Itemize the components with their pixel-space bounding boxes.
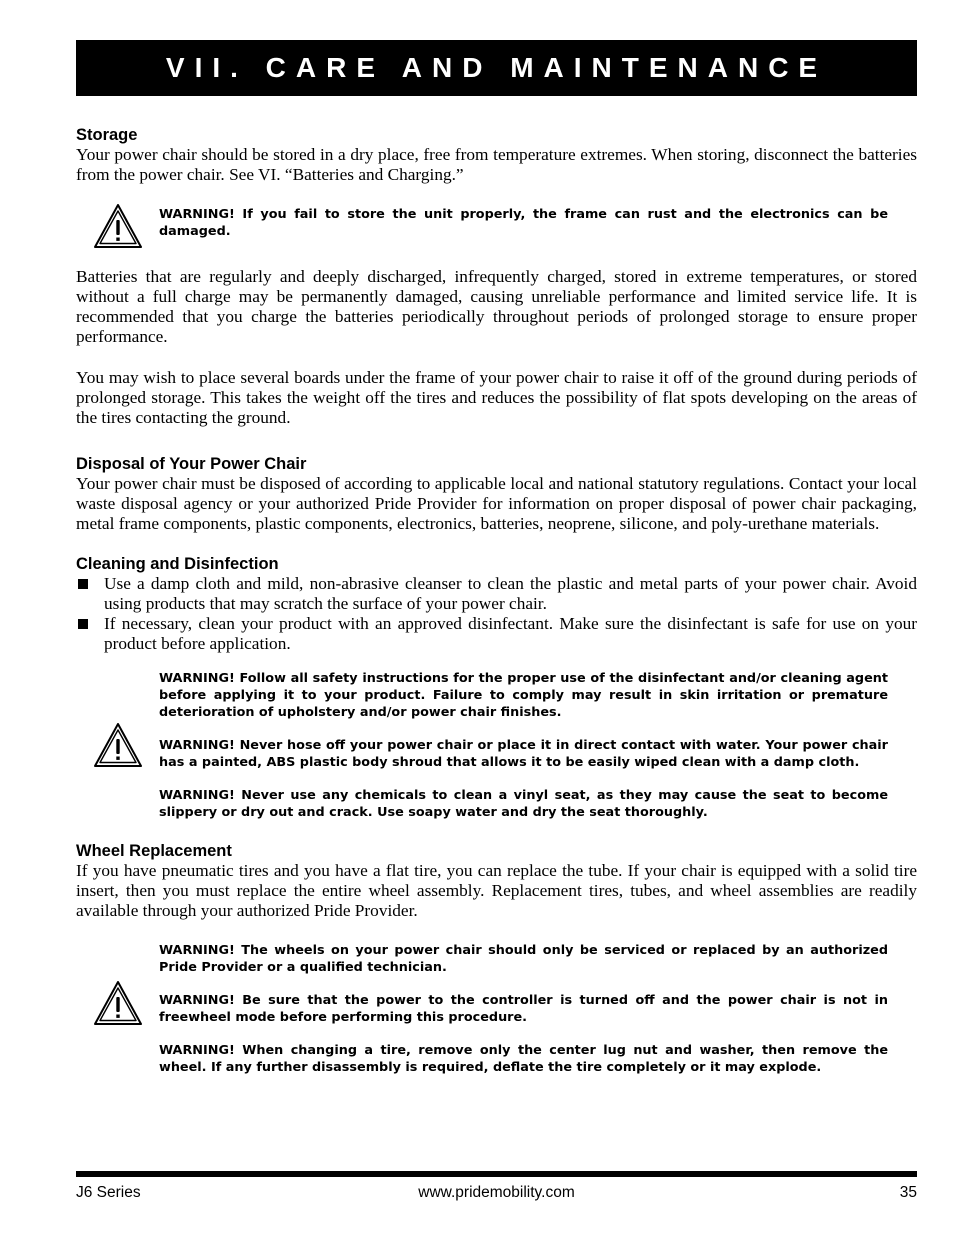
page-number: 35 <box>899 1184 917 1201</box>
footer-series: J6 Series <box>76 1184 141 1201</box>
wheel-warning-3: WARNING! When changing a tire, remove only the center lug nut and washer, then remove the wheel. If any further disassembly is required, deflate the tire completely or it may explode. <box>159 1042 888 1075</box>
storage-paragraph-2: Batteries that are regularly and deeply discharged, infrequently charged, stored in extreme temperatures, or stored without a full charge may be permanently damaged, causing unreliable performance and limited service life. It is recommended that you charge the batteries periodically throughout periods of prolonged storage to ensure proper performance. <box>76 266 917 347</box>
wheel-warning-2: WARNING! Be sure that the power to the controller is turned off and the power chair is not in freewheel mode before performing this procedure. <box>159 992 888 1025</box>
disposal-paragraph: Your power chair must be disposed of according to applicable local and national statutory regulations. Contact your local waste disposal agency or your authorized Pride Provider for information on proper disposal of power chair packaging, metal frame components, plastic components, electronics, batteries, neoprene, silicone, and poly-urethane materials. <box>76 473 917 534</box>
footer-divider <box>76 1171 917 1177</box>
storage-warning-text: WARNING! If you fail to store the unit properly, the frame can rust and the electronics can be damaged. <box>159 206 888 239</box>
cleaning-bullet-list <box>76 574 917 655</box>
warning-triangle-icon <box>93 722 143 768</box>
wheel-paragraph: If you have pneumatic tires and you have a flat tire, you can replace the tube. If your chair is equipped with a solid tire insert, then you must replace the entire wheel assembly. Replacement tires, tubes, and wheel assemblies are readily available through your authorized Pride Provider. <box>76 860 917 921</box>
disposal-heading: Disposal of Your Power Chair <box>76 454 307 473</box>
cleaning-warning-2: WARNING! Never hose off your power chair or place it in direct contact with water. Your power chair has a painted, ABS plastic body shroud that allows it to be easily wiped clean with a damp cloth. <box>159 737 888 770</box>
storage-paragraph-1: Your power chair should be stored in a dry place, free from temperature extremes. When storing, disconnect the batteries from the power chair. See VI. “Batteries and Charging.” <box>76 145 917 185</box>
storage-paragraph-3: You may wish to place several boards under the frame of your power chair to raise it off of the ground during periods of prolonged storage. This takes the weight off the tires and reduces the possibility of flat spots developing on the areas of the tires contacting the ground. <box>76 367 917 428</box>
wheel-warning-block <box>159 942 888 1076</box>
cleaning-warning-3: WARNING! Never use any chemicals to clean a vinyl seat, as they may cause the seat to become slippery or dry out and crack. Use soapy water and dry the seat thoroughly. <box>159 787 888 820</box>
chapter-title-banner <box>76 40 917 96</box>
storage-heading: Storage <box>76 126 138 144</box>
wheel-warning-1: WARNING! The wheels on your power chair should only be serviced or replaced by an authorized Pride Provider or a qualified technician. <box>159 942 888 975</box>
cleaning-warning-1: WARNING! Follow all safety instructions for the proper use of the disinfectant and/or cleaning agent before applying it to your product. Failure to comply may result in skin irritation or premature deterioration of upholstery and/or power chair finishes. <box>159 670 888 720</box>
warning-triangle-icon <box>93 203 143 249</box>
list-item: Use a damp cloth and mild, non-abrasive cleanser to clean the plastic and metal parts of your power chair. Avoid using products that may scratch the surface of your power chair. <box>76 574 917 615</box>
square-bullet-icon <box>78 619 88 629</box>
page-content <box>76 40 917 1076</box>
footer-website: www.pridemobility.com <box>418 1184 575 1201</box>
wheel-heading: Wheel Replacement <box>76 841 232 860</box>
page-footer <box>76 1184 917 1204</box>
storage-warning-block <box>159 206 888 240</box>
list-item: If necessary, clean your product with an approved disinfectant. Make sure the disinfectant is safe for use on your product before application. <box>76 614 917 655</box>
warning-triangle-icon <box>93 980 143 1026</box>
chapter-title: VII. CARE AND MAINTENANCE <box>165 52 828 83</box>
square-bullet-icon <box>78 579 88 589</box>
cleaning-warning-block <box>159 670 888 821</box>
cleaning-heading: Cleaning and Disinfection <box>76 554 279 573</box>
